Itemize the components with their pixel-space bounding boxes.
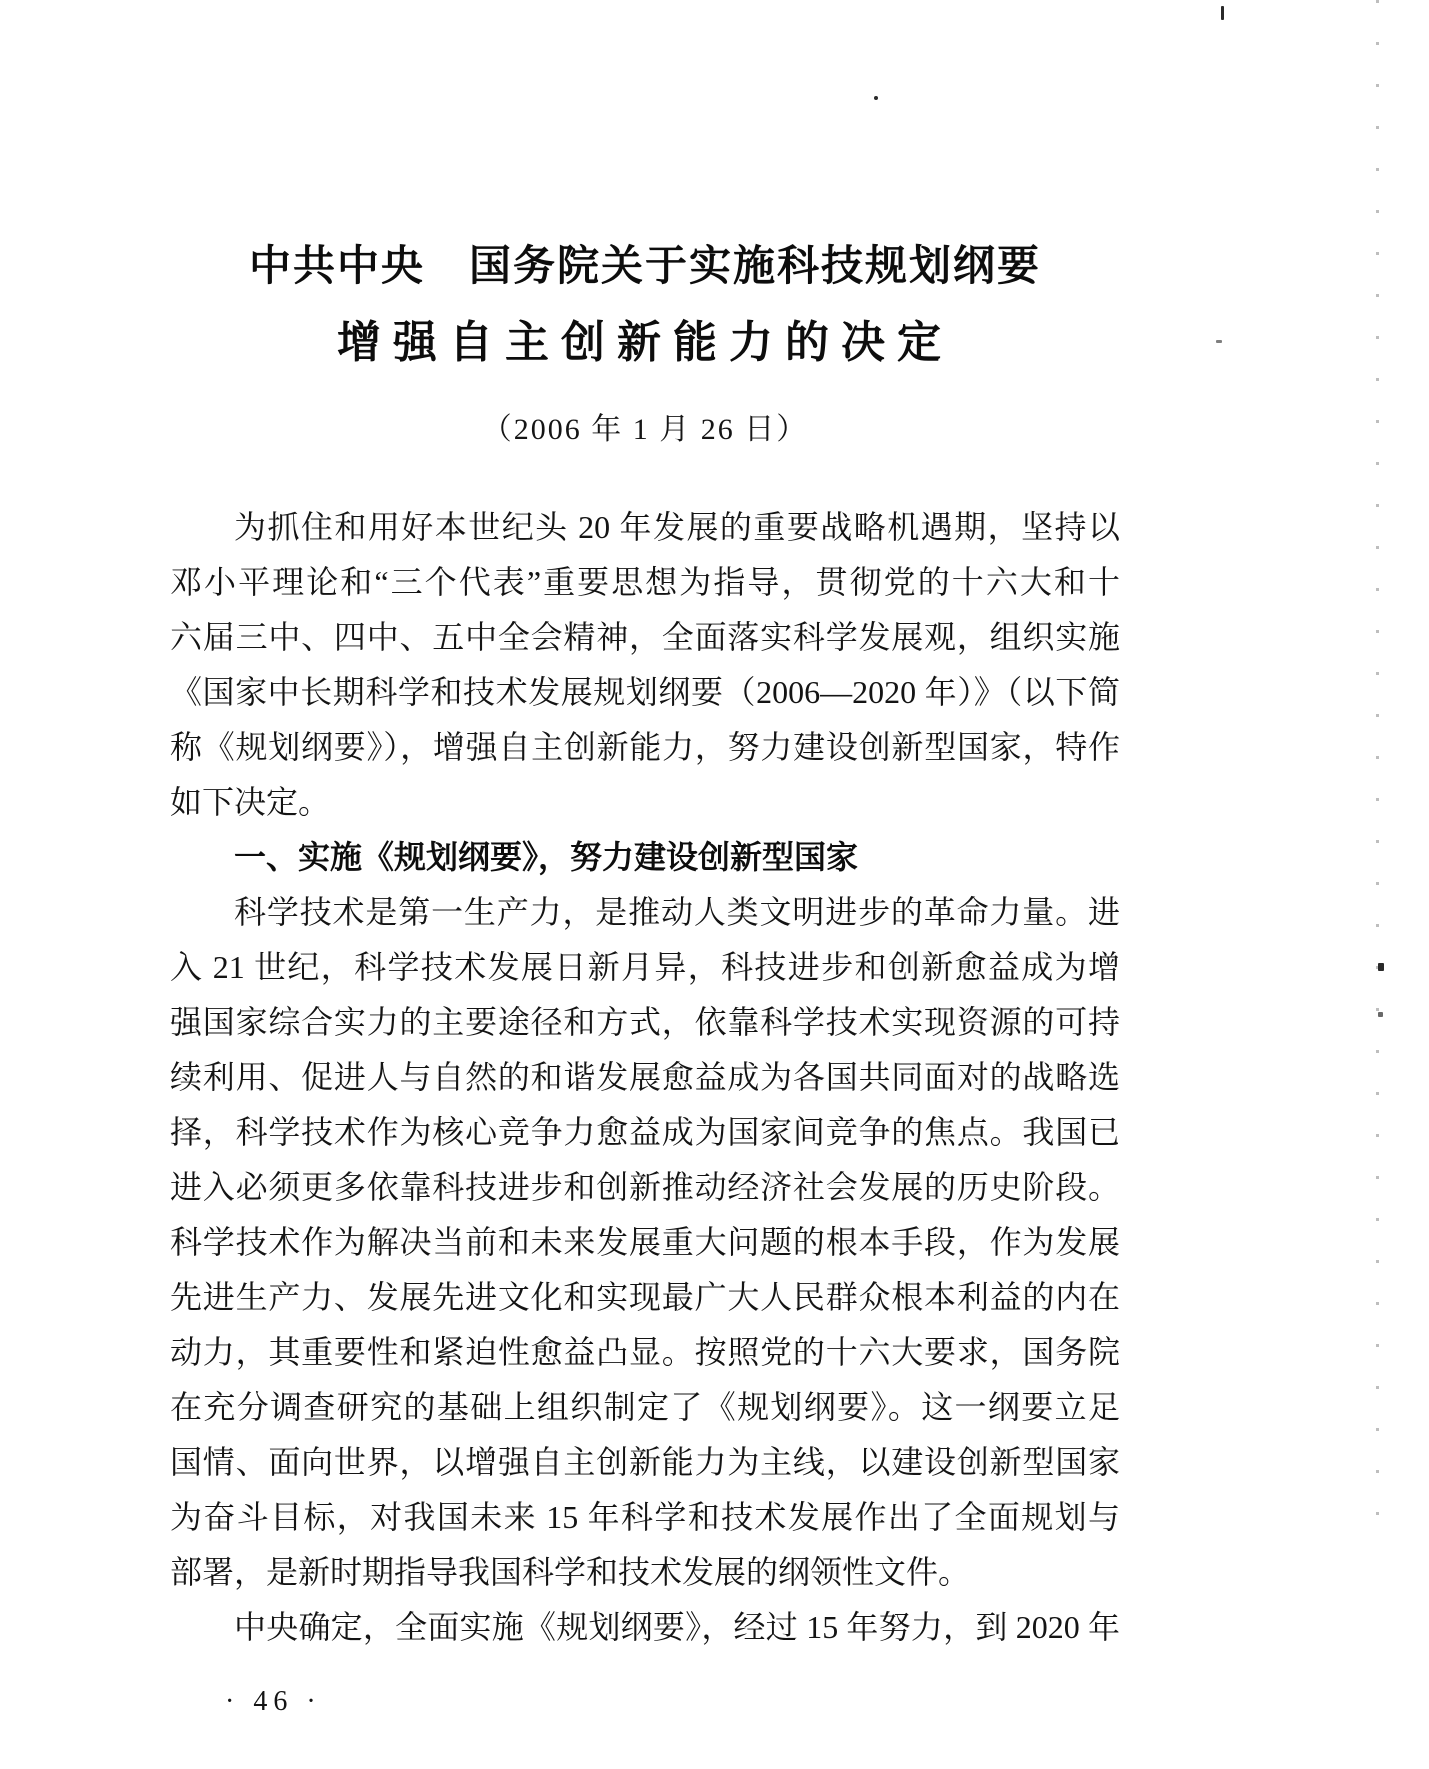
scan-artifact xyxy=(1221,6,1224,20)
text-line: 一、实施《规划纲要》，努力建设创新型国家 xyxy=(234,838,859,875)
text-line: 六届三中、四中、五中全会精神，全面落实科学发展观，组织实施 xyxy=(170,618,1120,655)
text-line: 科学技术是第一生产力，是推动人类文明进步的革命力量。进 xyxy=(234,893,1120,930)
text-column xyxy=(170,0,1120,1655)
text-line: 进入必须更多依靠科技进步和创新推动经济社会发展的历史阶段。 xyxy=(170,1168,1120,1205)
text-line: 动力，其重要性和紧迫性愈益凸显。按照党的十六大要求，国务院 xyxy=(170,1333,1120,1370)
text-line: 入 21 世纪，科学技术发展日新月异，科技进步和创新愈益成为增 xyxy=(170,948,1120,985)
text-line: 在充分调查研究的基础上组织制定了《规划纲要》。这一纲要立足 xyxy=(170,1388,1120,1425)
paragraph xyxy=(170,885,1120,1600)
text-line: 强国家综合实力的主要途径和方式，依靠科学技术实现资源的可持 xyxy=(170,1003,1120,1040)
paragraph xyxy=(170,500,1120,830)
paragraph xyxy=(170,1600,1120,1655)
page-number: · 46 · xyxy=(225,1686,322,1717)
text-line: 择，科学技术作为核心竞争力愈益成为国家间竞争的焦点。我国已 xyxy=(170,1113,1120,1150)
text-line: 邓小平理论和“三个代表”重要思想为指导，贯彻党的十六大和十 xyxy=(170,563,1120,600)
scan-edge-artifact xyxy=(1376,0,1379,1520)
text-line: 科学技术作为解决当前和未来发展重大问题的根本手段，作为发展 xyxy=(170,1223,1120,1260)
scan-artifact xyxy=(1378,1012,1383,1017)
text-line: 为奋斗目标，对我国未来 15 年科学和技术发展作出了全面规划与 xyxy=(170,1498,1120,1535)
scan-artifact xyxy=(874,96,878,100)
text-line: 称《规划纲要》），增强自主创新能力，努力建设创新型国家，特作 xyxy=(170,728,1120,765)
document-body xyxy=(170,500,1120,1655)
text-line: 续利用、促进人与自然的和谐发展愈益成为各国共同面对的战略选 xyxy=(170,1058,1120,1095)
text-line: 国情、面向世界，以增强自主创新能力为主线，以建设创新型国家 xyxy=(170,1443,1120,1480)
text-line: 为抓住和用好本世纪头 20 年发展的重要战略机遇期，坚持以 xyxy=(234,508,1120,545)
document-date: （2006 年 1 月 26 日） xyxy=(481,412,809,446)
text-line: 部署，是新时期指导我国科学和技术发展的纲领性文件。 xyxy=(170,1553,971,1590)
document-title-line1: 中共中央 国务院关于实施科技规划纲要 xyxy=(248,242,1041,289)
text-line: 中央确定，全面实施《规划纲要》，经过 15 年努力，到 2020 年 xyxy=(234,1608,1120,1645)
document-title-line2: 增强自主创新能力的决定 xyxy=(337,318,953,368)
text-line: 《国家中长期科学和技术发展规划纲要（2006—2020 年）》（以下简 xyxy=(170,673,1120,710)
scan-artifact xyxy=(1216,340,1222,343)
section-heading xyxy=(170,830,1120,885)
scan-artifact xyxy=(1378,963,1384,971)
text-line: 如下决定。 xyxy=(170,783,331,820)
text-line: 先进生产力、发展先进文化和实现最广大人民群众根本利益的内在 xyxy=(170,1278,1120,1315)
